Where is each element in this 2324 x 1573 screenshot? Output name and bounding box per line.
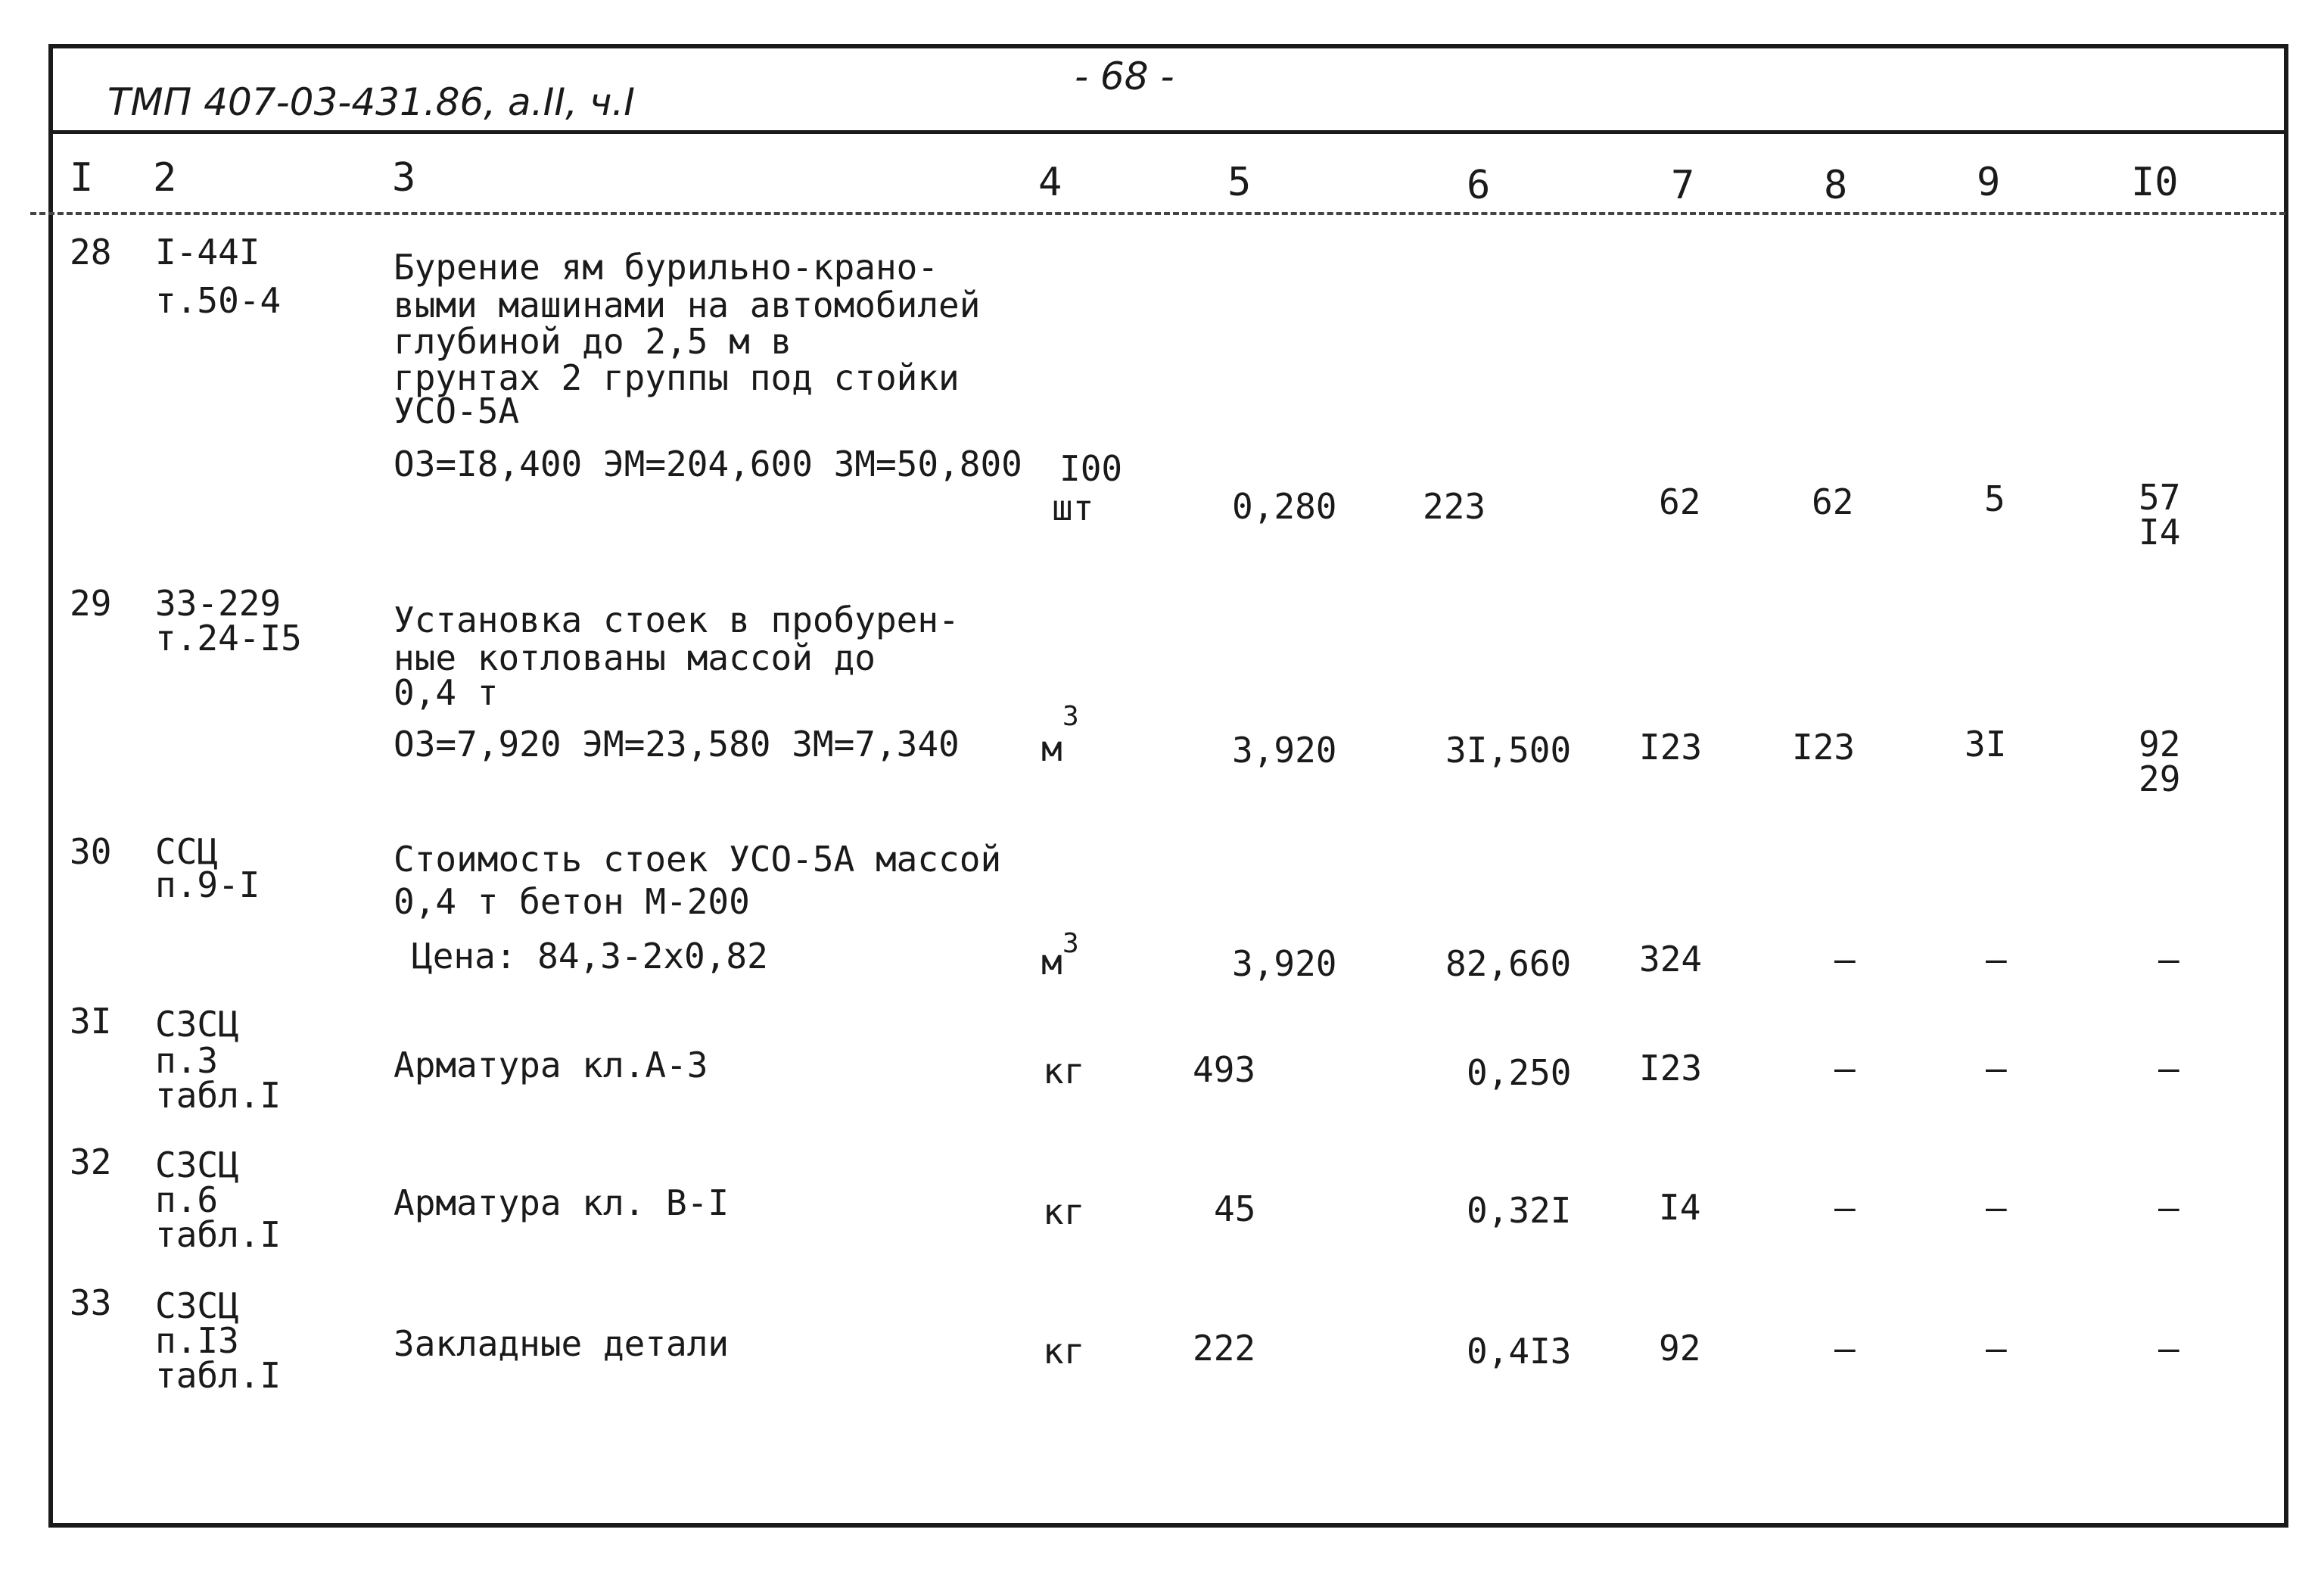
row-column-9: – (1986, 939, 2007, 980)
row-total: 62 (1659, 481, 1701, 522)
row-description: 0,4 т бетон М-200 (394, 881, 750, 922)
column-header-7: 7 (1671, 163, 1695, 208)
row-column-9: 3I (1965, 724, 2007, 765)
row-column-8: I23 (1792, 727, 1856, 768)
row-reference: СЗСЦ (155, 1145, 239, 1185)
column-header-4: 4 (1038, 160, 1062, 205)
row-column-9: 5 (1984, 478, 2005, 519)
row-quantity: 3,920 (1232, 730, 1337, 771)
row-number: 29 (70, 583, 112, 624)
row-reference: п.3 (155, 1040, 219, 1081)
row-unit: I00 (1059, 448, 1123, 489)
column-header-8: 8 (1824, 163, 1848, 208)
row-column-8: – (1834, 1328, 1856, 1369)
column-header-3: 3 (392, 155, 416, 201)
row-total: 324 (1639, 939, 1703, 980)
document-code: ТМП 407-03-431.86, а.II, ч.I (107, 80, 636, 124)
column-header-5: 5 (1227, 160, 1252, 205)
row-reference: п.I3 (155, 1320, 239, 1361)
row-unit-cost: 0,250 (1467, 1052, 1572, 1093)
row-column-10: 57 (2139, 477, 2181, 518)
row-unit-cost: 223 (1423, 486, 1486, 527)
row-number: 30 (70, 831, 112, 872)
column-header-rule (30, 212, 2285, 215)
row-description: УСО-5А (394, 391, 520, 431)
row-column-10: – (2158, 1048, 2179, 1089)
column-header-10: I0 (2131, 160, 2179, 205)
row-column-9: – (1986, 1048, 2007, 1089)
row-number: 28 (70, 232, 112, 273)
row-reference: т.24-I5 (155, 618, 302, 659)
row-reference: п.6 (155, 1179, 219, 1220)
row-description: глубиной до 2,5 м в (394, 321, 792, 362)
row-number: 32 (70, 1142, 112, 1182)
row-quantity: 45 (1214, 1188, 1256, 1229)
row-cost-breakdown: Цена: 84,3-2х0,82 (412, 936, 768, 977)
page-number: - 68 - (1075, 55, 1174, 98)
row-column-10: 29 (2139, 758, 2181, 799)
column-header-9: 9 (1977, 160, 2001, 205)
row-description: 0,4 т (394, 672, 499, 713)
row-description: Бурение ям бурильно-крано- (394, 247, 939, 288)
row-quantity: 493 (1193, 1049, 1256, 1090)
row-unit-exponent: 3 (1062, 928, 1079, 959)
row-reference: табл.I (155, 1355, 282, 1396)
row-column-9: – (1986, 1328, 2007, 1369)
row-quantity: 0,280 (1232, 486, 1337, 527)
header-rule (48, 130, 2288, 134)
row-unit-cost: 0,32I (1467, 1190, 1572, 1231)
row-reference: I-44I (155, 232, 260, 273)
row-reference: СЗСЦ (155, 1285, 239, 1326)
row-quantity: 3,920 (1232, 943, 1337, 984)
row-column-9: – (1986, 1187, 2007, 1228)
row-description: Стоимость стоек УСО-5А массой (394, 839, 1002, 880)
row-reference: СЗСЦ (155, 1004, 239, 1045)
row-unit: кг (1043, 1331, 1085, 1372)
column-header-1: I (70, 155, 94, 201)
row-number: 33 (70, 1282, 112, 1323)
row-column-8: – (1834, 1048, 1856, 1089)
column-header-2: 2 (153, 155, 177, 201)
row-reference: табл.I (155, 1214, 282, 1255)
row-unit: кг (1043, 1191, 1085, 1232)
row-column-8: – (1834, 1187, 1856, 1228)
row-description: Арматура кл.А-3 (394, 1045, 708, 1086)
row-unit: м (1041, 942, 1062, 983)
row-total: I23 (1639, 1048, 1703, 1089)
row-description: выми машинами на автомобилей (394, 285, 981, 326)
row-description: Закладные детали (394, 1323, 730, 1364)
row-description: ные котлованы массой до (394, 637, 876, 678)
row-total: 92 (1659, 1328, 1701, 1369)
row-description: Установка стоек в пробурен- (394, 600, 960, 640)
row-total: I4 (1659, 1187, 1701, 1228)
row-description: грунтах 2 группы под стойки (394, 357, 960, 398)
row-unit-cost: 3I,500 (1445, 730, 1572, 771)
row-quantity: 222 (1193, 1328, 1256, 1369)
row-total: I23 (1639, 727, 1703, 768)
row-unit-cost: 82,660 (1445, 943, 1572, 984)
row-reference: п.9-I (155, 864, 260, 905)
row-column-10: 92 (2139, 724, 2181, 765)
row-cost-breakdown: ОЗ=7,920 ЭМ=23,580 ЗМ=7,340 (394, 724, 960, 765)
page-frame (48, 44, 2288, 1528)
row-column-8: 62 (1812, 481, 1854, 522)
row-cost-breakdown: ОЗ=I8,400 ЭМ=204,600 ЗМ=50,800 (394, 444, 1022, 484)
row-column-8: – (1834, 939, 1856, 980)
row-unit: шт (1052, 487, 1094, 528)
row-column-10: – (2158, 1187, 2179, 1228)
row-unit: кг (1043, 1051, 1085, 1092)
row-unit-exponent: 3 (1062, 701, 1079, 732)
row-column-10: – (2158, 1328, 2179, 1369)
row-unit-cost: 0,4I3 (1467, 1331, 1572, 1372)
row-column-10: I4 (2139, 512, 2181, 553)
row-reference: т.50-4 (155, 280, 282, 321)
row-reference: ЗЗ-229 (155, 583, 282, 624)
row-reference: табл.I (155, 1075, 282, 1116)
row-column-10: – (2158, 939, 2179, 980)
row-unit: м (1041, 728, 1062, 769)
row-description: Арматура кл. В-I (394, 1182, 730, 1223)
row-number: 3I (70, 1001, 112, 1042)
column-header-6: 6 (1467, 163, 1491, 208)
row-reference: ССЦ (155, 831, 219, 872)
